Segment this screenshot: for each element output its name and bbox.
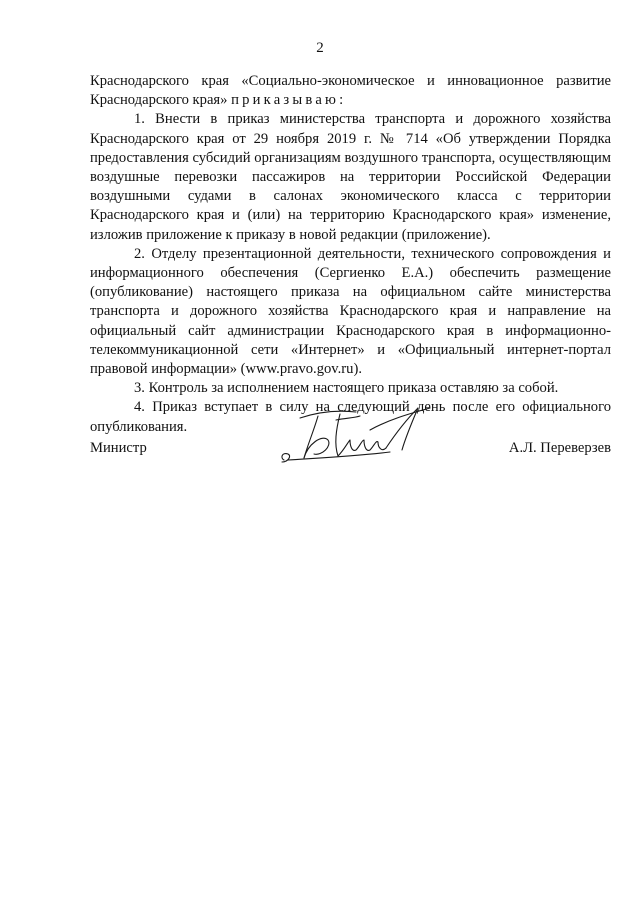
paragraph-2: 2. Отделу презентационной деятельности, технического сопровождения и информационного обеспечения (Сергиенко Е.А.) обеспечить размещение (опубликование) настоящего приказа на официальном сайте министерства транспорта и дорожного хозяйства Краснодарского края и направление на официальный сайт администрации Краснодарского края в информационно-телекоммуникационной сети «Интернет» и «Официальный интернет-портал правовой информации» (www.pravo.gov.ru).	[90, 245, 611, 378]
signature-block	[90, 400, 611, 480]
paragraph-1: 1. Внести в приказ министерства транспорта и дорожного хозяйства Краснодарского края от 29 ноября 2019 г. № 714 «Об утверждении Порядка предоставления субсидий организациям воздушного транспорта, осуществляющим воздушные перевозки пассажиров на территории Российской Федерации воздушными судами в салонах экономического класса с территории Краснодарского края и (или) на территорию Краснодарского края» изменение, изложив приложение к приказу в новой редакции (приложение).	[90, 111, 611, 243]
intro-paragraph	[90, 72, 611, 110]
intro-text: Краснодарского края «Социально-экономическое и инновационное развитие Краснодарского края»	[90, 73, 611, 109]
paragraph-3: 3. Контроль за исполнением настоящего приказа оставляю за собой.	[134, 380, 559, 397]
paragraph-4: 4. Приказ вступает в силу на следующий день после его официального опубликования.	[90, 399, 611, 435]
signer-position: Министр	[90, 440, 147, 456]
document-body	[90, 72, 611, 437]
order-word: приказываю:	[231, 92, 347, 109]
signer-name: А.Л. Переверзев	[508, 440, 611, 456]
handwritten-signature	[278, 400, 438, 470]
page-number: 2	[316, 40, 324, 56]
